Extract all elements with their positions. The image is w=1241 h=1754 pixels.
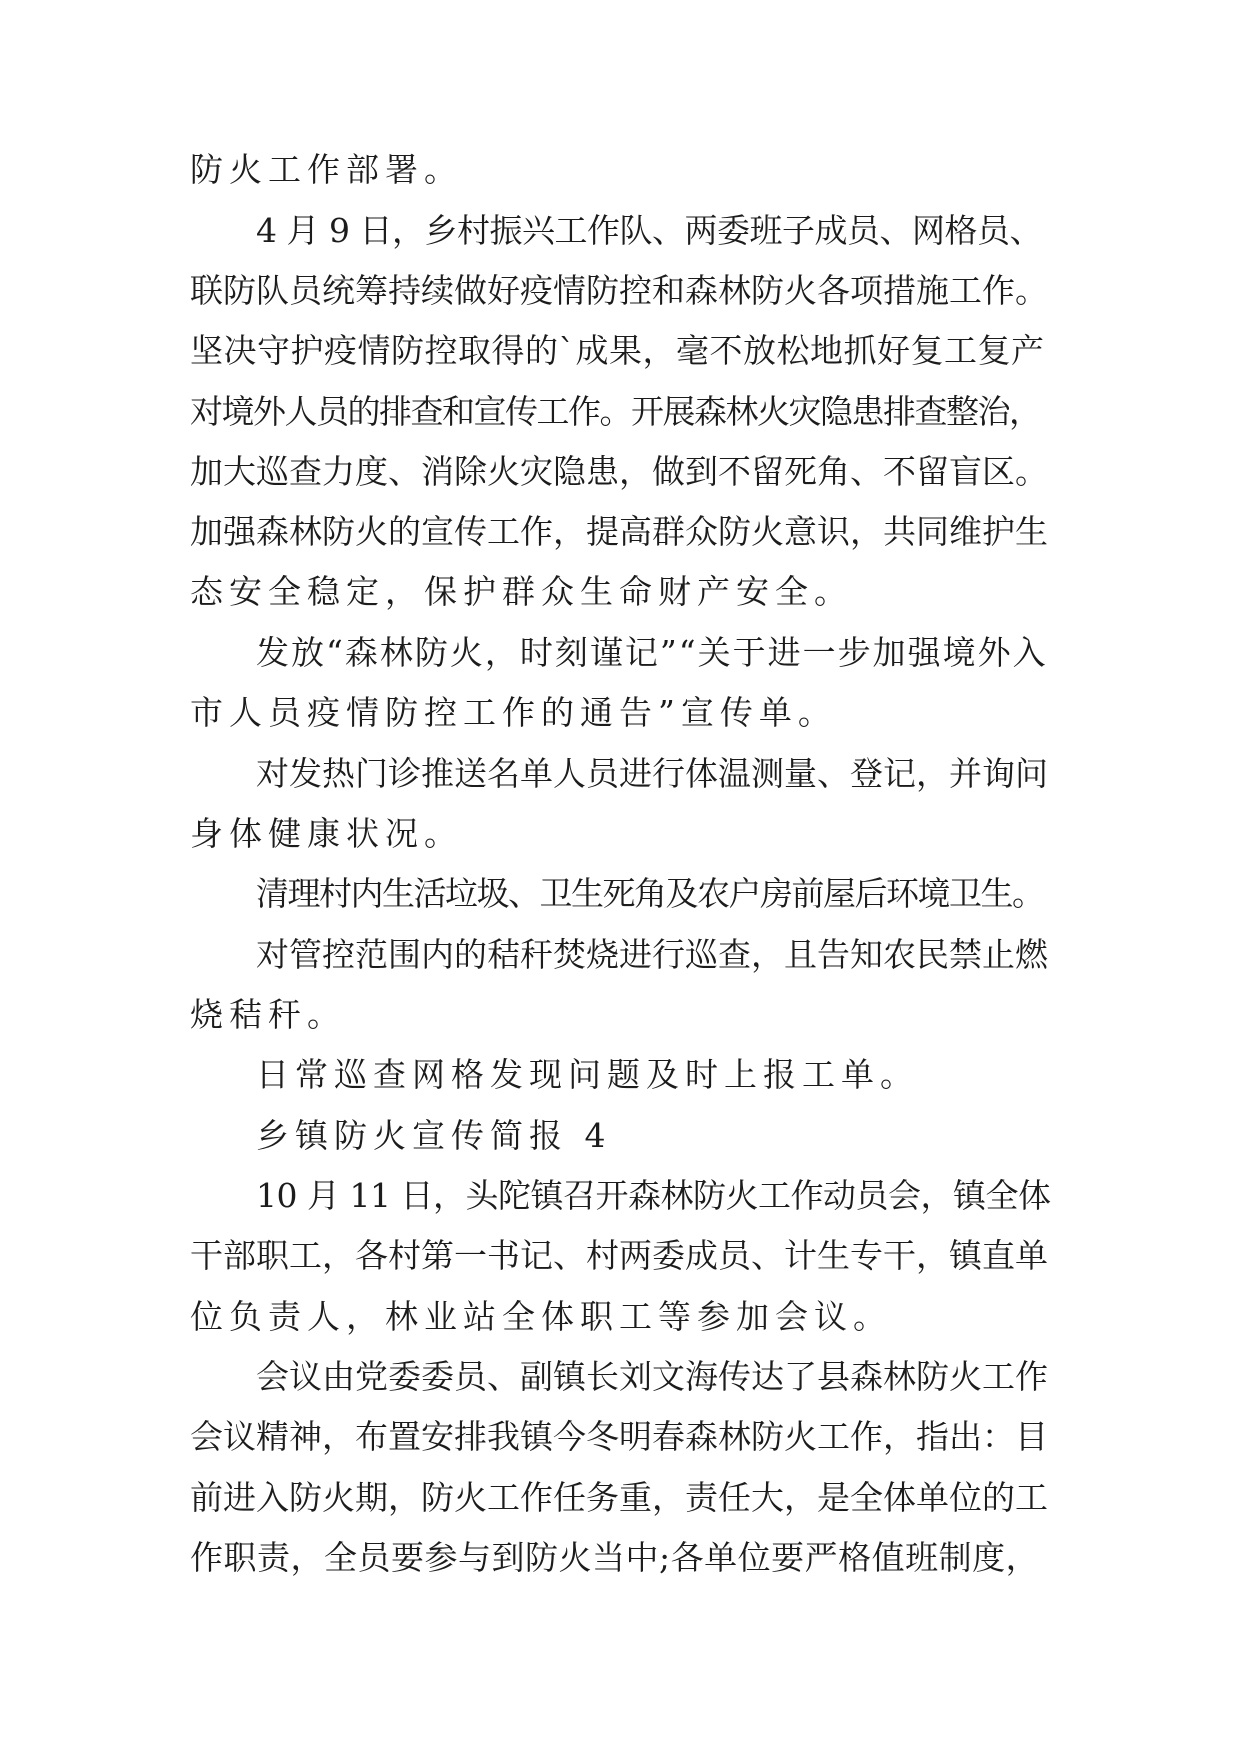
text-line-18: 10 月 11 日，头陀镇召开森林防火工作动员会，镇全体 xyxy=(256,1176,1051,1215)
text-line-10: 市人员疫情防控工作的通告”宣传单。 xyxy=(190,693,837,732)
text-line-4: 坚决守护疫情防控取得的`成果，毫不放松地抓好复工复产 xyxy=(190,331,1045,370)
text-line-6: 加大巡查力度、消除火灾隐患，做到不留死角、不留盲区。 xyxy=(190,452,1048,491)
text-line-8: 态安全稳定，保护群众生命财产安全。 xyxy=(190,572,853,611)
section-heading: 乡镇防火宣传简报 4 xyxy=(256,1116,612,1155)
text-line-9: 发放“森林防火，时刻谨记”“关于进一步加强境外入 xyxy=(256,633,1048,672)
text-line-3: 联防队员统筹持续做好疫情防控和森林防火各项措施工作。 xyxy=(190,271,1048,310)
text-line-2: 4 月 9 日，乡村振兴工作队、两委班子成员、网格员、 xyxy=(256,211,1042,250)
text-line-7: 加强森林防火的宣传工作，提高群众防火意识，共同维护生 xyxy=(190,512,1048,551)
text-line-19: 干部职工，各村第一书记、村两委成员、计生专干，镇直单 xyxy=(190,1236,1048,1275)
text-line-5: 对境外人员的排查和宣传工作。开展森林火灾隐患排查整治， xyxy=(190,392,1041,431)
text-line-21: 会议由党委委员、副镇长刘文海传达了县森林防火工作 xyxy=(256,1357,1048,1396)
text-line-11: 对发热门诊推送名单人员进行体温测量、登记，并询问 xyxy=(256,754,1048,793)
text-line-12: 身体健康状况。 xyxy=(190,814,463,853)
text-line-24: 作职责，全员要参与到防火当中;各单位要严格值班制度， xyxy=(190,1538,1040,1577)
text-line-13: 清理村内生活垃圾、卫生死角及农户房前屋后环境卫生。 xyxy=(256,874,1044,913)
text-line-15: 烧秸秆。 xyxy=(190,995,346,1034)
text-line-22: 会议精神，布置安排我镇今冬明春森林防火工作，指出：目 xyxy=(190,1417,1048,1456)
text-line-14: 对管控范围内的秸秆焚烧进行巡查，且告知农民禁止燃 xyxy=(256,935,1048,974)
text-line-20: 位负责人，林业站全体职工等参加会议。 xyxy=(190,1297,892,1336)
text-line-1: 防火工作部署。 xyxy=(190,150,463,189)
text-line-16: 日常巡查网格发现问题及时上报工单。 xyxy=(256,1055,919,1094)
text-line-23: 前进入防火期，防火工作任务重，责任大，是全体单位的工 xyxy=(190,1478,1048,1517)
